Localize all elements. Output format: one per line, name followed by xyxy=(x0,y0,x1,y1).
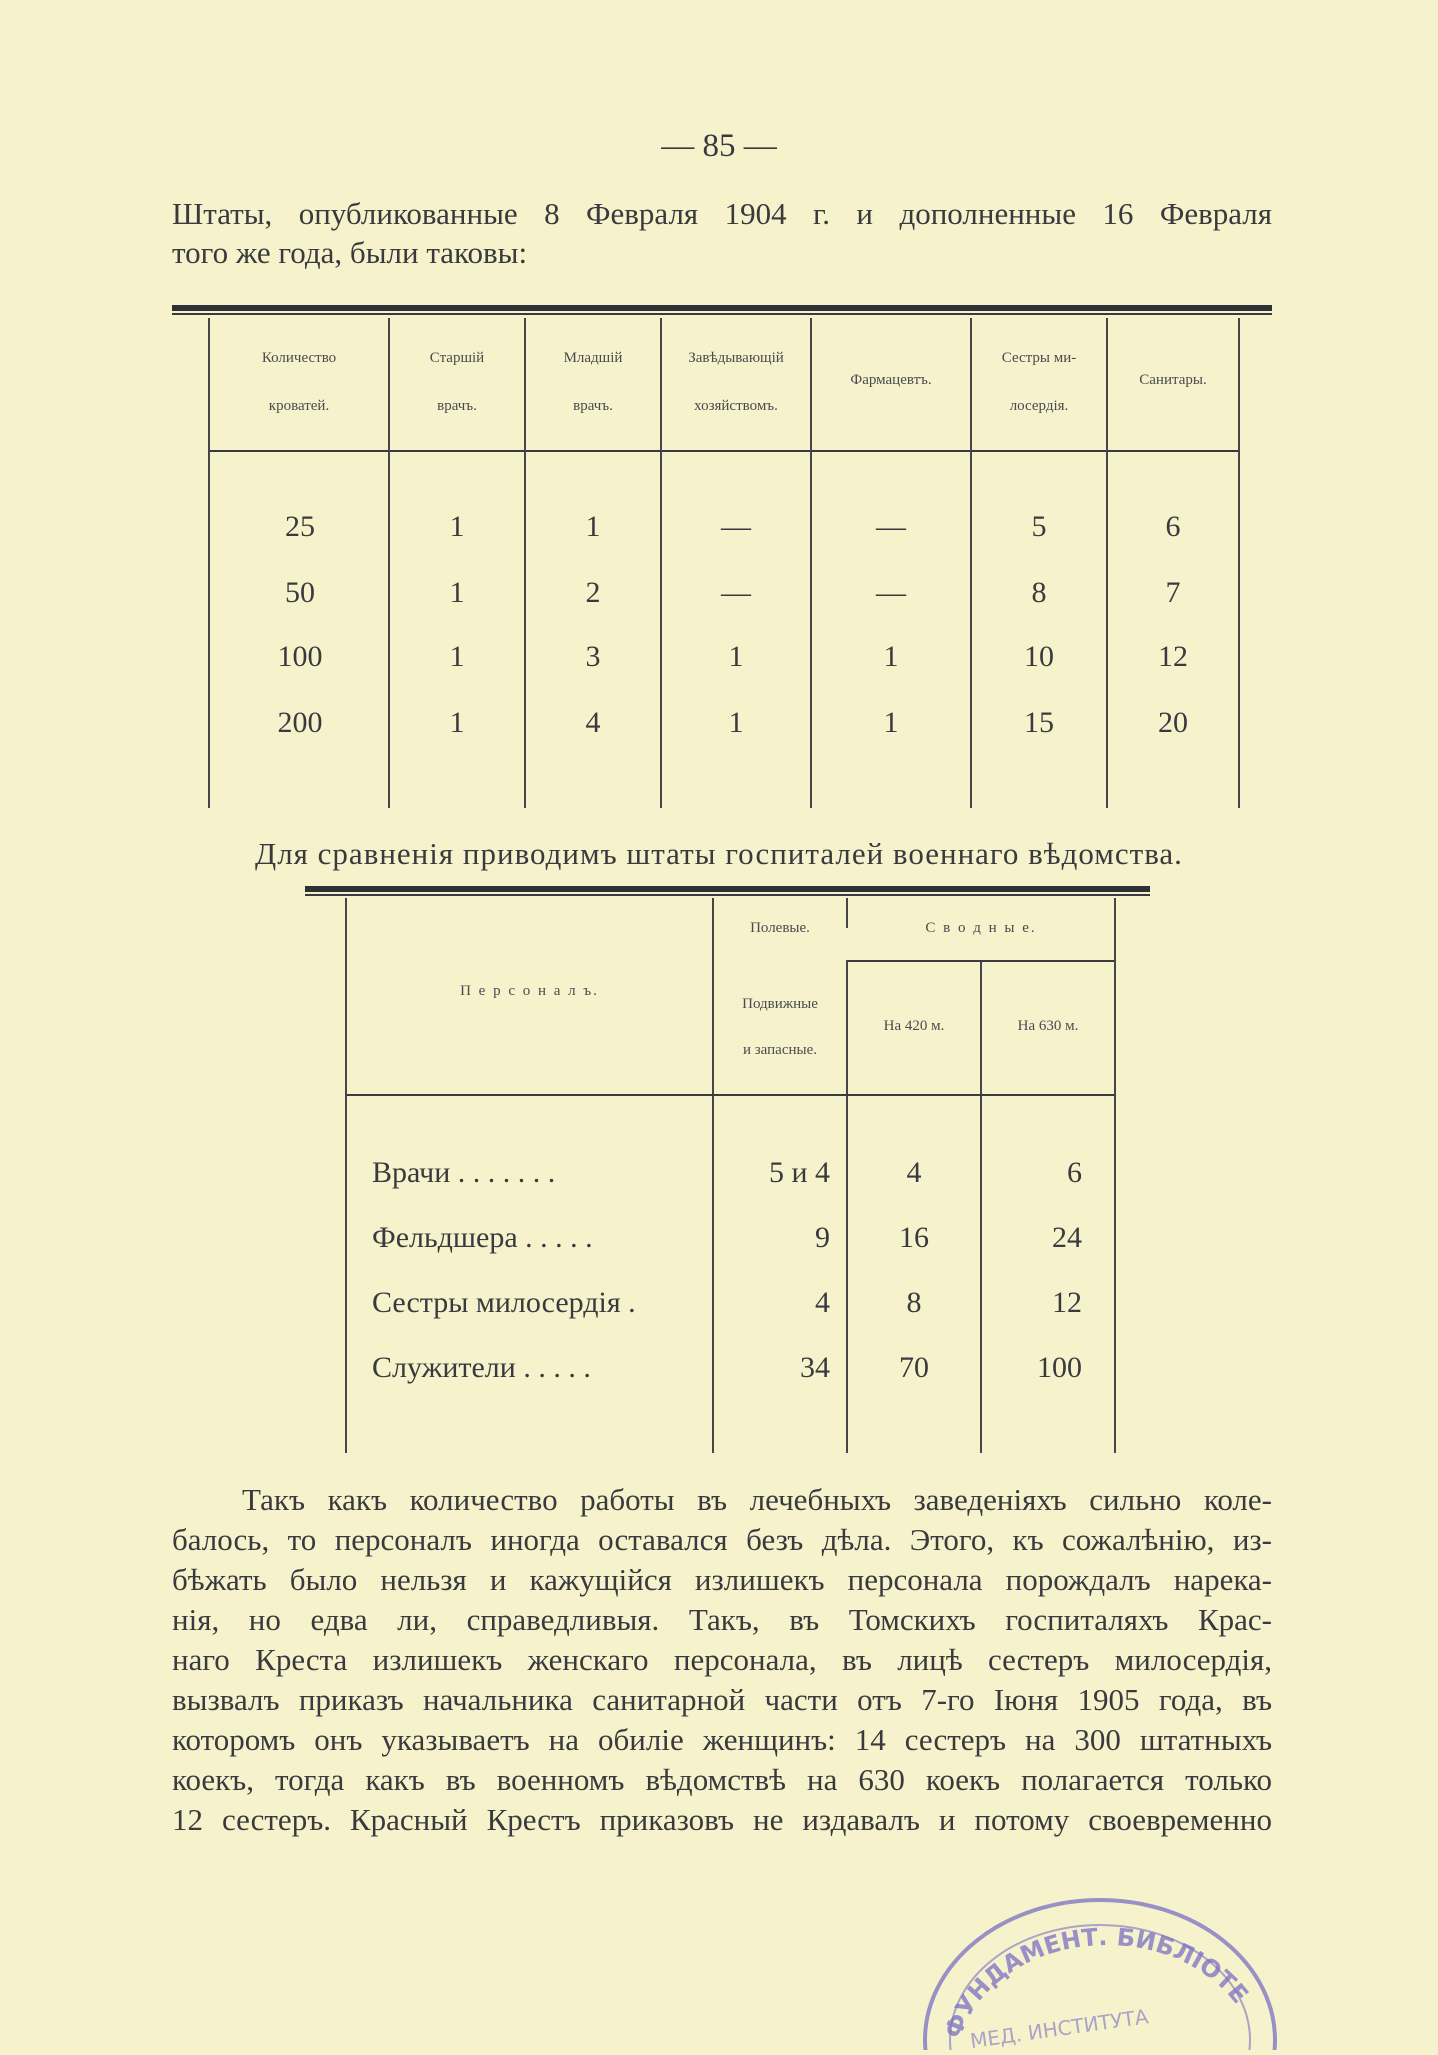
table-row xyxy=(0,1221,1438,1281)
header-line: врачъ. xyxy=(437,398,477,414)
table2-subheader-rule xyxy=(848,960,1114,962)
cell-nurses: 5 xyxy=(1031,510,1047,543)
cell-pharmacist: — xyxy=(876,576,906,609)
table2-header-personal: П е р с о н а л ъ. xyxy=(460,983,599,999)
body-line: вызвалъ приказъ начальника санитарной части отъ 7-го Іюня 1905 года, въ xyxy=(172,1682,1272,1717)
cell-orderlies: 20 xyxy=(1158,706,1188,739)
cell-junior: 2 xyxy=(585,576,601,609)
cell-personal: Служители . . . . . xyxy=(372,1351,591,1384)
cell-420: 8 xyxy=(906,1286,922,1319)
body-line: балось, то персоналъ иногда оставался безъ дѣла. Этого, къ сожалѣнію, из- xyxy=(172,1522,1272,1557)
cell-junior: 1 xyxy=(585,510,601,543)
cell-junior: 3 xyxy=(585,640,601,673)
cell-mobile: 9 xyxy=(815,1221,830,1254)
header-line: Старшій xyxy=(429,350,485,366)
cell-beds: 50 xyxy=(285,576,315,609)
cell-pharmacist: 1 xyxy=(883,640,899,673)
table2-header-mobile xyxy=(714,990,846,1064)
header-line: Фармацевтъ. xyxy=(850,372,932,388)
table2-top-rule-thin xyxy=(305,894,1150,896)
cell-beds: 25 xyxy=(285,510,315,543)
header-line: Младшій xyxy=(563,350,623,366)
table-row xyxy=(0,1156,1438,1216)
cell-orderlies: 6 xyxy=(1165,510,1181,543)
cell-orderlies: 7 xyxy=(1165,576,1181,609)
table2-header-630: На 630 м. xyxy=(1017,1018,1079,1034)
cell-mobile: 34 xyxy=(800,1351,830,1384)
header-line: врачъ. xyxy=(573,398,613,414)
cell-senior: 1 xyxy=(449,576,465,609)
cell-630: 6 xyxy=(1067,1156,1082,1189)
body-line: нія, но едва ли, справедливыя. Такъ, въ Томскихъ госпиталяхъ Крас- xyxy=(172,1602,1272,1637)
intro-line: Штаты, опубликованные 8 Февраля 1904 г. и дополненные 16 Февраля xyxy=(172,196,1272,231)
table-row xyxy=(0,1286,1438,1346)
header-line: Количество xyxy=(261,350,337,366)
cell-manager: — xyxy=(721,576,751,609)
cell-630: 100 xyxy=(1037,1351,1082,1384)
table2-top-rule xyxy=(305,886,1150,892)
cell-senior: 1 xyxy=(449,640,465,673)
body-line: коекъ, тогда какъ въ военномъ вѣдомствѣ на 630 коекъ полагается только xyxy=(172,1762,1272,1797)
header-line: Завѣдывающій xyxy=(688,350,784,366)
table2-body xyxy=(0,1156,1438,1416)
cell-mobile: 4 xyxy=(815,1286,830,1319)
header-line: хозяйствомъ. xyxy=(694,398,778,414)
cell-beds: 100 xyxy=(277,640,323,673)
cell-420: 16 xyxy=(899,1221,929,1254)
header-line: кроватей. xyxy=(268,398,330,414)
header-line: и запасные. xyxy=(742,1042,818,1058)
table-row xyxy=(0,1351,1438,1411)
cell-420: 70 xyxy=(899,1351,929,1384)
header-line: Сестры ми- xyxy=(1001,350,1077,366)
body-line: бѣжать было нельзя и кажущійся излишекъ персонала порождалъ нарека- xyxy=(172,1562,1272,1597)
cell-personal: Сестры милосердія . xyxy=(372,1286,636,1319)
cell-pharmacist: — xyxy=(876,510,906,543)
cell-manager: — xyxy=(721,510,751,543)
cell-630: 24 xyxy=(1052,1221,1082,1254)
cell-orderlies: 12 xyxy=(1158,640,1188,673)
stamp-text-mid: МЕД. ИНСТИТУТА xyxy=(968,2004,1150,2050)
body-line: Такъ какъ количество работы въ лечебныхъ заведеніяхъ сильно коле- xyxy=(242,1482,1272,1517)
cell-nurses: 10 xyxy=(1024,640,1054,673)
cell-senior: 1 xyxy=(449,706,465,739)
cell-630: 12 xyxy=(1052,1286,1082,1319)
stamp-text-top: ФУНДАМЕНТ. БИБЛІОТЕ xyxy=(938,1922,1254,2043)
table2-header-combined: С в о д н ы е. xyxy=(925,920,1037,936)
cell-personal: Врачи . . . . . . . xyxy=(372,1156,556,1189)
body-paragraph xyxy=(172,1480,1272,1840)
svg-text:ФУНДАМЕНТ. БИБЛІОТЕКА xyxy=(900,1840,1254,2042)
cell-manager: 1 xyxy=(728,640,744,673)
body-line: 12 сестеръ. Красный Крестъ приказовъ не издавалъ и потому своевременно xyxy=(172,1802,1272,1837)
library-stamp xyxy=(900,1840,1300,2050)
cell-beds: 200 xyxy=(277,706,323,739)
body-line: которомъ онъ указываетъ на обиліе женщинъ: 14 сестеръ на 300 штатныхъ xyxy=(172,1722,1272,1757)
table2-header-rule xyxy=(347,1094,1114,1096)
cell-nurses: 8 xyxy=(1031,576,1047,609)
cell-personal: Фельдшера . . . . . xyxy=(372,1221,593,1254)
cell-nurses: 15 xyxy=(1024,706,1054,739)
cell-mobile: 5 и 4 xyxy=(768,1156,830,1189)
header-line: Санитары. xyxy=(1139,372,1207,388)
page-number: — 85 — xyxy=(661,128,777,164)
cell-manager: 1 xyxy=(728,706,744,739)
cell-junior: 4 xyxy=(585,706,601,739)
cell-420: 4 xyxy=(906,1156,922,1189)
cell-senior: 1 xyxy=(449,510,465,543)
table2-header-field: Полевые. xyxy=(750,920,810,936)
cell-pharmacist: 1 xyxy=(883,706,899,739)
intro-line: того же года, были таковы: xyxy=(172,235,528,270)
comparison-caption: Для сравненія приводимъ штаты госпиталей военнаго вѣдомства. xyxy=(255,836,1183,871)
table2-header-420: На 420 м. xyxy=(883,1018,945,1034)
stamp-seal-icon xyxy=(900,1840,1300,2050)
header-line: лосердія. xyxy=(1009,398,1069,414)
header-line: Подвижные xyxy=(742,996,818,1012)
body-line: наго Креста излишекъ женскаго персонала, въ лицѣ сестеръ милосердія, xyxy=(172,1642,1272,1677)
